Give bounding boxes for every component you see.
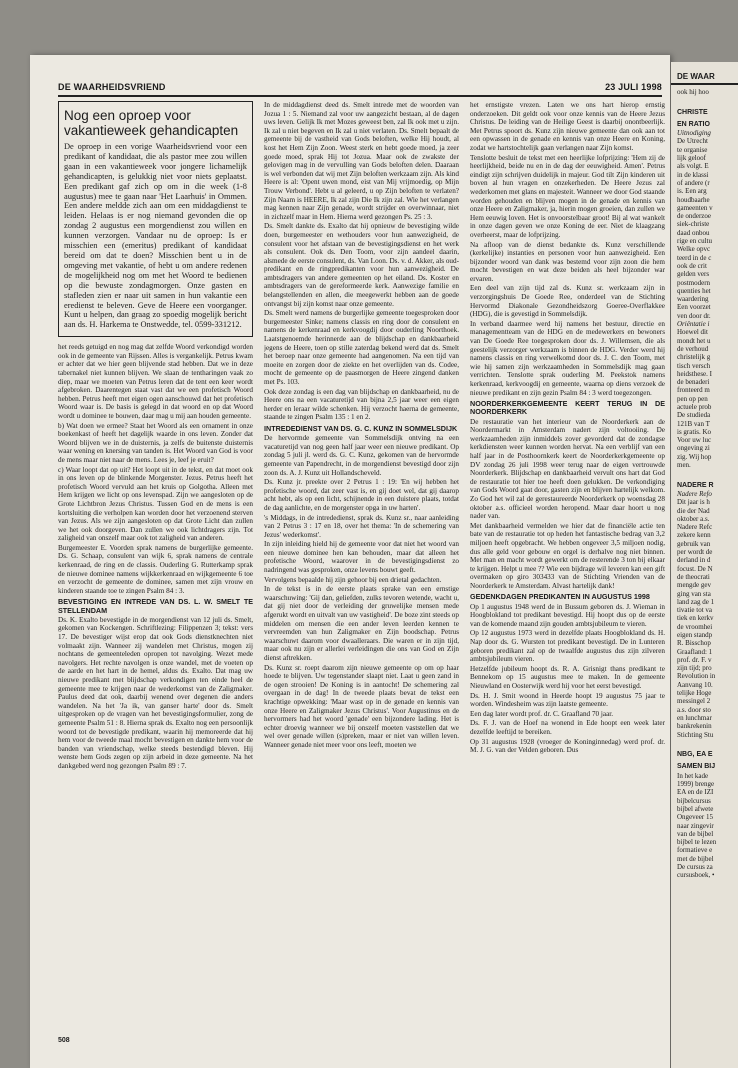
next-page-line: lijk geloof	[677, 154, 706, 163]
next-page-line: Graafland: 1	[677, 647, 713, 656]
next-page-line: tivatie tot va	[677, 606, 712, 615]
next-page-line: de verhoud	[677, 344, 709, 353]
paragraph: het ernstigste vrezen. Laten we ons hart hierop ernstig onderzoeken. Dit geldt ook voor onze kennis van de Heere Jezus Christus. De leiding van de Heilige Geest is daarbij onontbeerlijk. Met Petrus spoort ds. Kunz zijn nieuwe gemeente dan ook aan tot een opwassen in de genade en kennis van onze Heere en Koning, zodat we hartstochtelijk gaan verlangen naar Zijn komst.	[470, 101, 665, 152]
next-page-line: De studieda	[677, 411, 711, 420]
next-page-line: messingel 2	[677, 697, 711, 706]
paragraph: In zijn inleiding hield hij de gemeente voor dat niet het woord van een nieuwe dominee hen kan behouden, maar dat alleen het profetische Woord, waarover in de bevestigingsdienst zo nadringend was gesproken, onze levens bouwt geeft.	[264, 540, 459, 575]
publication-title: DE WAARHEIDSVRIEND	[58, 82, 166, 92]
issue-date: 23 JULI 1998	[605, 82, 662, 92]
next-page-line: Uitnodiging	[677, 129, 711, 138]
paragraph: Na afloop van de dienst bedankte ds. Kunz verschillende (kerkelijke) instanties en personen voor hun aanwezigheid. Een bijzonder woord van dank was bestemd voor zijn zoon die hem mocht bevestigen en wat deze beiden als heel bijzonder war ervaren.	[470, 240, 665, 283]
next-page-line: ging van sta	[677, 589, 711, 598]
next-page-line: de benaderi	[677, 378, 710, 387]
next-page-line: met de bijbel	[677, 854, 714, 863]
next-page-line: land zag de 1	[677, 597, 715, 606]
next-page-line: rige en cultu	[677, 237, 712, 246]
next-page-line: tiek en kerkv	[677, 614, 714, 623]
paragraph: De hervormde gemeente van Sommelsdijk ontving na een vacaturetijd van nog geen half jaar weer een nieuwe predikant. Op zondag 5 juli jl. werd ds. G. C. Kunz, gekomen van de hervormde gemeente van Papendrecht, in de morgendienst bevestigd door zijn zoon ds. A. J. Kunz uit Hollandscheveld.	[264, 434, 459, 477]
paragraph: Een deel van zijn tijd zal ds. Kunz sr. werkzaam zijn in verzorgingshuis De Goede Ree, onderdeel van de Stichting Hervormd Diakonale Gezondheidszorg Goeree-Overflakkee (HDG), die is gevestigd in Sommelsdijk.	[470, 284, 665, 319]
column-2	[264, 101, 459, 1041]
paragraph: De restauratie van het interieur van de Noorderkerk aan de Noordermarkt in Amsterdam nadert zijn voltooiing. De werkzaamheden zijn inmiddels zover gevorderd dat de zondagse kerkdiensten weer kunnen worden hervat. Na een verblijf van een half jaar in de Posthoornkerk keert de Noorderkerkgemeente op DV zondag 26 juli 1998 weer terug naar de eigen vertrouwde Noorderkerk. Blijdschap en dankbaarheid vervult ons hart dat God de restauratie tot hier toe heeft doen gelukken. De verkondiging van Gods Woord gaat door, gasten zijn en blijven hartelijk welkom. Zo God het wil zal de gerestaureerde Noorderkerk op woensdag 28 oktober a.s. officieel worden heropend. Maar daar hoort u nog nader van.	[470, 417, 665, 521]
next-page-line: postmodern	[677, 278, 711, 287]
next-page-line: teerd in de c	[677, 253, 712, 262]
next-page-line: siek-christe	[677, 220, 710, 229]
next-page-line: gebruik van	[677, 539, 711, 548]
paragraph: In de tekst is in de eerste plaats sprake van een ernstige waarschuwing: 'Gij dan, geliefden, zulks tevoren wetende, wacht u, dat gij niet door de verleiding der gruwelijke mensen mede afgerukt wordt en uitvalt van uw vastigheid'. De boze zint steeds op middelen om mensen die een ander leven leerden kennen te vervreemden van hun Zaligmaker en Zijn boodschap. Petrus waarschuwt daarom voor dwaalleraars. Die waren er in zijn tijd, maar ook nu zijn er allerlei verleidingen die ons van God en Zijn dienst aftrekken.	[264, 585, 459, 663]
paragraph: Met dankbaarheid vermelden we hier dat de financiële actie ten bate van de restauratie tot op heden het fantastische bedrag van 3,2 miljoen heeft opgebracht. We hebben ongeveer 3,5 miljoen nodig, dus alle geld voor gebouw en orgel is derhalve nog niet binnen. Met man en macht wordt gewerkt om de resterende 3 ton bij elkaar te krijgen. Helpt u mee ?? Wie een bijdrage wil leveren kan een gift overmaken op giro 303433 van de Stichting Vrienden van de Noorderkerk te Amsterdam. Alvast hartelijk dank!	[470, 521, 665, 590]
next-page-line: Nadere Refc	[677, 523, 713, 532]
magazine-page	[30, 55, 670, 1068]
column-1	[58, 101, 253, 1041]
paragraph: In de middagdienst deed ds. Smelt intrede met de woorden van Jozua 1 : 5. Niemand zal voor uw aangezicht bestaan, al de dagen uws leven. Gelijk Ik met Mozes geweest ben, zal Ik ook met u zijn. Ik zal u niet begeven en Ik zal u niet verlaten. Ds. Smelt bepaalt de gemeente bij de vastheid van Gods beloften, welke Hij houdt, al kost het Hem Zijn Zoon. Weest sterk en hebt goede moed, ja zeer goede moed, sprak Hij tot Jozua. Maar ook de zwakste der gelovigen mag in de vervulling van Gods beloften delen. Daaraan is wel verbonden dat wij met Zijn beloften werkzaam zijn. Als kind Heere is al: 'Opent uwen mond, eist van Mij vrijmoedig, op Mijn Trouw Verbond'. Hebt u al geleerd, u op Zijn beloften te verlaten? Zijn Naam is HEERE, Ik zal zijn Die Ik zijn zal. Wie het verlangen mag kennen naar Zijn genade, wordt strijder en overwinnaar, niet in zichzelf maar in Hem. Hierna werd gezongen Ps. 25 : 3.	[264, 101, 459, 221]
page-number: 508	[58, 1037, 70, 1044]
notice-title: Nog een oproep voor vakantieweek gehandicapten	[64, 108, 239, 138]
paragraph: Burgemeester E. Voorden sprak namens de burgerlijke gemeente. Ds. G. Schaap, consulent van wijk 6, sprak namens de centrale kerkenraad, de ring en de classis. Ouderling G. Rutterkamp sprak de nieuwe dominee namens wijkkerkenraad en wijkgemeente 6 toe en verzocht de gemeente de dominee, samen met zijn vrouw en kinderen staande toe te zingen Psalm 84 : 3.	[58, 543, 253, 595]
paragraph: Ds. H. J. Smit woond in Heerde hoopt 19 augustus 75 jaar te worden. Windesheim was zijn laatste gemeente.	[470, 691, 665, 709]
next-page-line: zekere kenn	[677, 531, 711, 540]
next-page-line: Stichting Stu	[677, 730, 714, 739]
next-page-line: SAMEN BIJ	[677, 763, 716, 771]
next-page-line: cursusboek, •	[677, 871, 715, 880]
next-page-line: derland in d	[677, 556, 711, 565]
next-page-line: is gratis. Ko	[677, 427, 712, 436]
next-page-line: in de klassi	[677, 170, 709, 179]
paragraph: Vervolgens bepaalde hij zijn gehoor bij een drietal gedachten.	[264, 575, 442, 584]
next-page-line	[677, 739, 738, 747]
notice-box	[58, 101, 253, 337]
next-page-line: de onderzoe	[677, 212, 712, 221]
next-page-line: telijke Hoge	[677, 689, 712, 698]
paragraph: Ds. Kunz jr. preekte over 2 Petrus 1 : 19: 'En wij hebben het profetische woord, dat zeer vast is, en gij doet wel, dat gij daarop acht hebt, als op een licht, schijnende in een duistere plaats, totdat de dag aanlichte, en de morgenster opga in uw harten'.	[264, 478, 459, 512]
paragraph: Ds. Smelt werd namens de burgerlijke gemeente toegesproken door burgemeester Sinke; namens classis en ring door de consulent en namens de kerkenraad en kerkvoogdij door ouderling Noorthoek. Laatstgenoemde herinnerde aan de blijdschap en dankbaarheid jegens de Heere, toen op stille zaterdag bekend werd dat ds. Smelt het beroep naar onze gemeente had aangenomen. Na een tijd van moeite en zorgen door de ziekte en het overlijden van ds. Codee, mocht de gemeente op de paasmorgen de Heere zingend danken met Ps. 103.	[264, 309, 459, 386]
next-page-line: Ongeveer 15	[677, 813, 713, 822]
next-page-line: mengde gev	[677, 581, 712, 590]
next-page-line: Aanvang 10.	[677, 680, 713, 689]
paragraph: Ds. F. J. van de Hoef na wonend in Ede hoopt een week later dezelfde leeftijd te bereiken.	[470, 719, 665, 736]
next-page-line: a.s. door sto	[677, 705, 711, 714]
next-page-line: als volgt. E	[677, 162, 709, 171]
paragraph: Ook deze zondag is een dag van blijdschap en dankbaarheid, nu de Heere ons na een vacaturetijd van bijna 2,5 jaar weer een eigen herder en leraar wilde schenken. Hij verzocht haerna de gemeente, staande te zingen Psalm 135 : 1 en 2.	[264, 387, 459, 422]
next-page-line: te organise	[677, 145, 708, 154]
next-page-line: Revolution in	[677, 672, 716, 681]
next-page-line: quenties het	[677, 286, 711, 295]
next-page-line: die der Nad	[677, 506, 710, 515]
next-page-line: bijbelcursus	[677, 796, 711, 805]
section-heading: BEVESTIGING EN INTREDE VAN DS. L. W. SMELT TE STELLENDAM	[58, 597, 253, 615]
paragraph: c) Waar loopt dat op uit? Het loopt uit in de tekst, en dat moet ook in ons leven op de blinkende Morgenster. Jezus. Petrus heeft het profetisch Woord vervuld aan het kruis op Golgotha. Alleen met Hem krijgen we licht op ons levenspad. Zijn we aangesloten op de Grote Lichtbron Jezus Christus. Tussen God en de mens is een kortsluiting die verholpen kan worden door het verzoenend sterven van Jezus. Als we zijn aangesloten op dat Grote Licht dan zullen we het ook doorgeven. Dan zullen we ook lichtdragers zijn. Tot zaligheid van onszelf maar ook tot zaligheid van anderen.	[58, 465, 253, 543]
paragraph: Ds. Kunz sr. roept daarom zijn nieuwe gemeente op om op haar hoede te blijven. Uw tegenstander slaapt niet. Laat u geen zand in de ogen strooien! De Koning is in aantocht! De schemering zal overgaan in de dag! In de tweede plaats bevat de tekst een krachtige opwekking: 'Maar wast op in de genade en kennis van onze Heere en Zaligmaker Jezus Christus'. Voor Augustinus en de hervormers had het woord 'genade' een bijzondere lading. Het is echter droevig wanneer we bij onszelf moeten vaststellen dat we wel over genade willen (s)preken, maar er niet van willen leven. Wanneer genade niet meer voor ons leeft, moeten we	[264, 663, 459, 749]
next-page-line: christelijk g	[677, 353, 711, 362]
next-page-line: focust. De N	[677, 564, 713, 573]
next-page-line: fronteerd m	[677, 386, 710, 395]
next-page-line: zig. Wij hop	[677, 452, 712, 461]
section-heading: GEDENKDAGEN PREDIKANTEN IN AUGUSTUS 1998	[470, 592, 650, 602]
next-page-line: EN RATIO	[677, 120, 710, 128]
next-page-line: 121B van T	[677, 419, 710, 428]
paragraph: Tenslotte besluit de tekst met een heerlijke lofprijzing: 'Hem zij de heerlijkheid, beide nu en in de dag der eeuwigheid. Amen'. Petrus eindigt zijn schrijven duidelijk in majeur. God tilt Zijn kinderen uit boven al hun vragen en onzekerheden. De Heere Jezus zal wederkomen met glans en majesteit. Wanneer we door God staande worden gehouden en blijven mogen in de genade en kennis van onze Heere en Zaligmaker, ja, hierin mogen groeien, dan zullen we Hem eeuwig loven. Het is onvoorstelbaar groot! Bij al wat wankelt in onze dagen geven we onze Koning de eer. Niet de klaagzang overheerst, maar de lofprijzing.	[470, 153, 665, 239]
next-page-line: pen op pen	[677, 394, 708, 403]
next-page-line: is. Een arg	[677, 187, 707, 196]
next-page-line: daad onbou	[677, 228, 710, 237]
paragraph: Ds. K. Exalto bevestigde in de morgendienst van 12 juli ds. Smelt, gekomen van Kockengen. Schriftlezing: Filippenzen 3; tekst: vers 17. De bevestiger wijst erop dat ook Gods dienstknechten niet volmaakt zijn. Wanneer zij wandelen met Christus, mogen zij nochtans de gemeenteleden opropen tot navolging. Wezet mede navolgers. Het rechte navolgen is onze wandel, met de voeten op de aarde en het hart in de hemel, aldus ds. Exalto. Dat mag uw nieuwe predikant met blijdschap verkondigen ten einde heel de gemeente mee te krijgen naar de wederkomst van de Zaligmaker. Paulus deed dat ook, daarbij wenend over degenen die anders wandelen. Na het 'Ja ik, van ganser harte' door ds. Smelt uitgesproken op de vragen van het bevestigingsformulier, zong de gemeente Psalm 51 : 8. Hierna sprak ds. Exalto nog een persoonlijk woord tot de bevestigde predikant, waarin hij memoreerde dat hij hem voor de tweede maal mocht bevestigen en dankte hem voor de banden van vriendschap, welke steeds bestendigd bleven. Hij wenste hem Gods zegen op zijn arbeid in deze gemeente. Na het dankgebed werd nog gezongen Psalm 89 : 7.	[58, 615, 253, 770]
paragraph: Op 12 augustus 1973 werd in dezelfde plaats Hoogblokland ds. H. Nap door ds. G. Wursten tot predikant bevestigd. De in Lunteren geboren predikant zal op de twaalfde augustus dus zijn zilveren ambtsjubileum vieren.	[470, 629, 665, 664]
next-page-line: ven door dr.	[677, 311, 711, 320]
paragraph: Op 1 augustus 1948 werd de in Bussum geboren ds. J. Wieman in Hoogblokland tot predikant bevestigd. Hij hoopt dus op de eerste van de komende maand zijn gouden ambtsjubileum te vieren.	[470, 602, 665, 628]
paragraph: In verband daarmee werd hij namens het bestuur, directie en managementteam van de HDG en de medewerkers en bewoners van De Goede Ree toegesproken door ds. J. Willemsen, die als geestelijk verzorger werkzaam is binnen de HDG. Verder werd hij namens classis en ring verwelkomd door ds. J. C. den Toom, met wie hij samen zijn werkzaamheden in Sommelsdijk mag gaan verrichten. Tenslotte sprak ouderling M. Peekstok namens kerkenraad, kerkvoogdij en gemeente, waarna op diens verzoek de nieuwe predikant en zijn gezin Psalm 84 : 3 werd toegezongen.	[470, 319, 665, 397]
next-page-line: en lunchmar	[677, 713, 712, 722]
paragraph: Op 31 augustus 1928 (vroeger de Koninginnedag) werd prof. dr. M. J. G. van der Velden geboren. Dus	[470, 737, 665, 755]
next-page-line: NBG, EA E	[677, 751, 713, 759]
next-page-line: De Utrecht	[677, 137, 708, 146]
next-page-line: heidsthese. I	[677, 369, 712, 378]
paragraph: 's Middags, in de intrededienst, sprak ds. Kunz sr., naar aanleiding van 2 Petrus 3 : 17 en 18, over het thema: 'In de schemering van Jezus' wederkomst'.	[264, 513, 459, 539]
next-page-line: prof. dr. F. v	[677, 655, 712, 664]
paragraph: b) Wat doen we ermee? Staat het Woord als een ornament in onze boekenkast of heeft het dagelijk waarde in ons leven. Zonder dat Woord blijven we in de duisternis, ja zelfs de buitenste duisternis waar wening en knersing van tanden is. Het Woord van God is voor de mens maar niet naar de mens. Lees je, leef je eruit?	[58, 421, 253, 464]
next-page-line: tisch versch	[677, 361, 711, 370]
paragraph: Een dag later wordt prof. dr. C. Graafland 70 jaar.	[470, 709, 614, 718]
next-page-line: per wordt de	[677, 548, 713, 557]
next-page-line: bankrekenin	[677, 722, 712, 731]
paragraph: Ds. Smelt dankte ds. Exalto dat hij opnieuw de bevestiging wilde doen, burgemeester en wethouders voor hun aanwezigheid, de consulent voor het afstaan van de bevestigingsdienst en het werk als consulent. Ook ds. Den Toom, voor zijn aandeel daarin, alsmede de eerste consulent, ds. Van Loon. Ds. v. d. Akker, als oud-predikant en de ringpredikanten voor hun aanwezigheid. De ambtsdragers van andere gemeenten op het eiland. Ds. Koster en ambtsdragers van de gereformeerde kerk. Aanwezige familie en belangstellenden en allen, die meegewerkt hebben aan de goede ontvangst bij zijn komst naar onze gemeente.	[264, 222, 459, 308]
next-page-line: Een voorzet	[677, 303, 711, 312]
page-header	[58, 81, 662, 97]
next-page-line: men.	[677, 461, 691, 470]
next-page-line: 1999) brenge	[677, 780, 715, 789]
next-page-line: De cursus za	[677, 863, 713, 872]
next-page-line: bijbel afwete	[677, 804, 714, 813]
next-page-text	[671, 85, 738, 880]
next-page-line: In het kade	[677, 771, 709, 780]
next-page-line: actuele prob	[677, 402, 712, 411]
next-page-line: R. Bisschop	[677, 639, 711, 648]
next-page-line: de theocrati	[677, 572, 710, 581]
next-page-line: Voor uw luc	[677, 436, 712, 445]
next-page-line: bijbel te lezen	[677, 838, 717, 847]
next-page-line: CHRISTE	[677, 108, 708, 116]
next-page-line: EA en de IZI	[677, 788, 714, 797]
next-page-line	[677, 469, 738, 477]
section-heading: INTREDEDIENST VAN DS. G. C. KUNZ IN SOMMELSDIJK	[264, 423, 458, 433]
next-page-line: gameenten v	[677, 203, 713, 212]
next-page-line: Nadere Refo	[677, 489, 712, 498]
column-3	[470, 101, 665, 1041]
next-page-header: DE WAAR	[671, 62, 738, 85]
next-page-line: zijn tijd; pro	[677, 664, 712, 673]
next-page-line: gelden vers	[677, 270, 710, 279]
next-page-line: eigen standp	[677, 631, 713, 639]
next-page-line: houdbaarhe	[677, 195, 710, 204]
next-page-line: formatieve e	[677, 846, 713, 855]
next-page-line	[677, 96, 738, 104]
next-page-line: ongeving zi	[677, 444, 710, 453]
next-page-line: oktober a.s.	[677, 514, 710, 523]
next-page-line: naar zingevir	[677, 821, 714, 830]
paragraph: het reeds getuigd en nog mag dat zelfde Woord verkondigd worden ook in de gemeente van Rijssen. Alles is vergankelijk. Petrus kwam er achter dat we hier geen blijvende stad hebben. Dat we in deze tabernakel niet kunnen blijven. We slaan de tentharingen vaak zo diep, maar we moeten van Petrus leren dat de tent een keer wordt afgebroken. Daarentegen staat vast dat we een profetisch Woord hebben. Petrus heeft met eigen ogen aanschouwd dat het profetisch Woord waar is. De basis is gelegd in dat woord en op dat Woord wordt u dominee te bouwen, daar mag u mij aan houden gemeente.	[58, 343, 253, 420]
next-page-fragment	[670, 62, 738, 1068]
next-page-line: ook hij hoo	[677, 88, 709, 96]
next-page-line: Dit jaar is h	[677, 498, 710, 507]
next-page-line: NADERE R	[677, 481, 714, 489]
notice-text: De oproep in een vorige Waarheidsvriend voor een predikant of kandidaat, die als pastor mee zou willen gaan in een vakantieweek voor jongere lichamelijk gehandicapten, is gelukkig niet voor niets geplaatst. Een predikant gaf zich op om in die week (1-8 augustus) mee te gaan naar 'Het Laarhuis' in Ommen. Een andere meldde zich aan om een middagdienst te leiden. Helaas is er nog niemand gevonden die op zondag 2 augustus een morgendienst zou willen en kunnen verzorgen. Vandaar nu de oproep: Is er misschien een (emeritus) predikant of kandidaat bereid om dat te doen? Misschien bent u in de omgeving met vakantie, of hebt u om andere redenen de mogelijkheid nog om met het Woord te bedienen op die bewuste zondagmorgen. Onze gasten en stafleden zien er naar uit samen in hun vakantie een eredienst te beleven. Geve de Heere een voorganger. Kunt u helpen, dan graag zo spoedig mogelijk bericht aan ds. H. Harkema te Onstwedde, tel. 0599-331212.	[64, 142, 247, 330]
next-page-line: of andere (r	[677, 178, 710, 187]
next-page-line: waardering	[677, 295, 709, 304]
next-page-line: Oriëntatie i	[677, 320, 710, 329]
next-page-line: Welke opvc	[677, 245, 711, 254]
section-heading: NOORDERKERKGEMEENTE KEERT TERUG IN DE NOORDERKERK	[470, 399, 665, 417]
next-page-line: mondt het u	[677, 336, 711, 345]
next-page-line: van de bijbel	[677, 829, 714, 838]
next-page-line: Hoewel dit	[677, 328, 708, 337]
next-page-line: de vroomhei	[677, 622, 713, 631]
next-page-line: ook de crit	[677, 261, 707, 270]
paragraph: Hetzelfde jubileum hoopt ds. R. A. Grisnigt thans predikant te Bennekom op 15 augustus mee te maken. In de gemeente Nieuwland en Oosterwijk werd hij voor het eerst bevestigd.	[470, 664, 665, 691]
